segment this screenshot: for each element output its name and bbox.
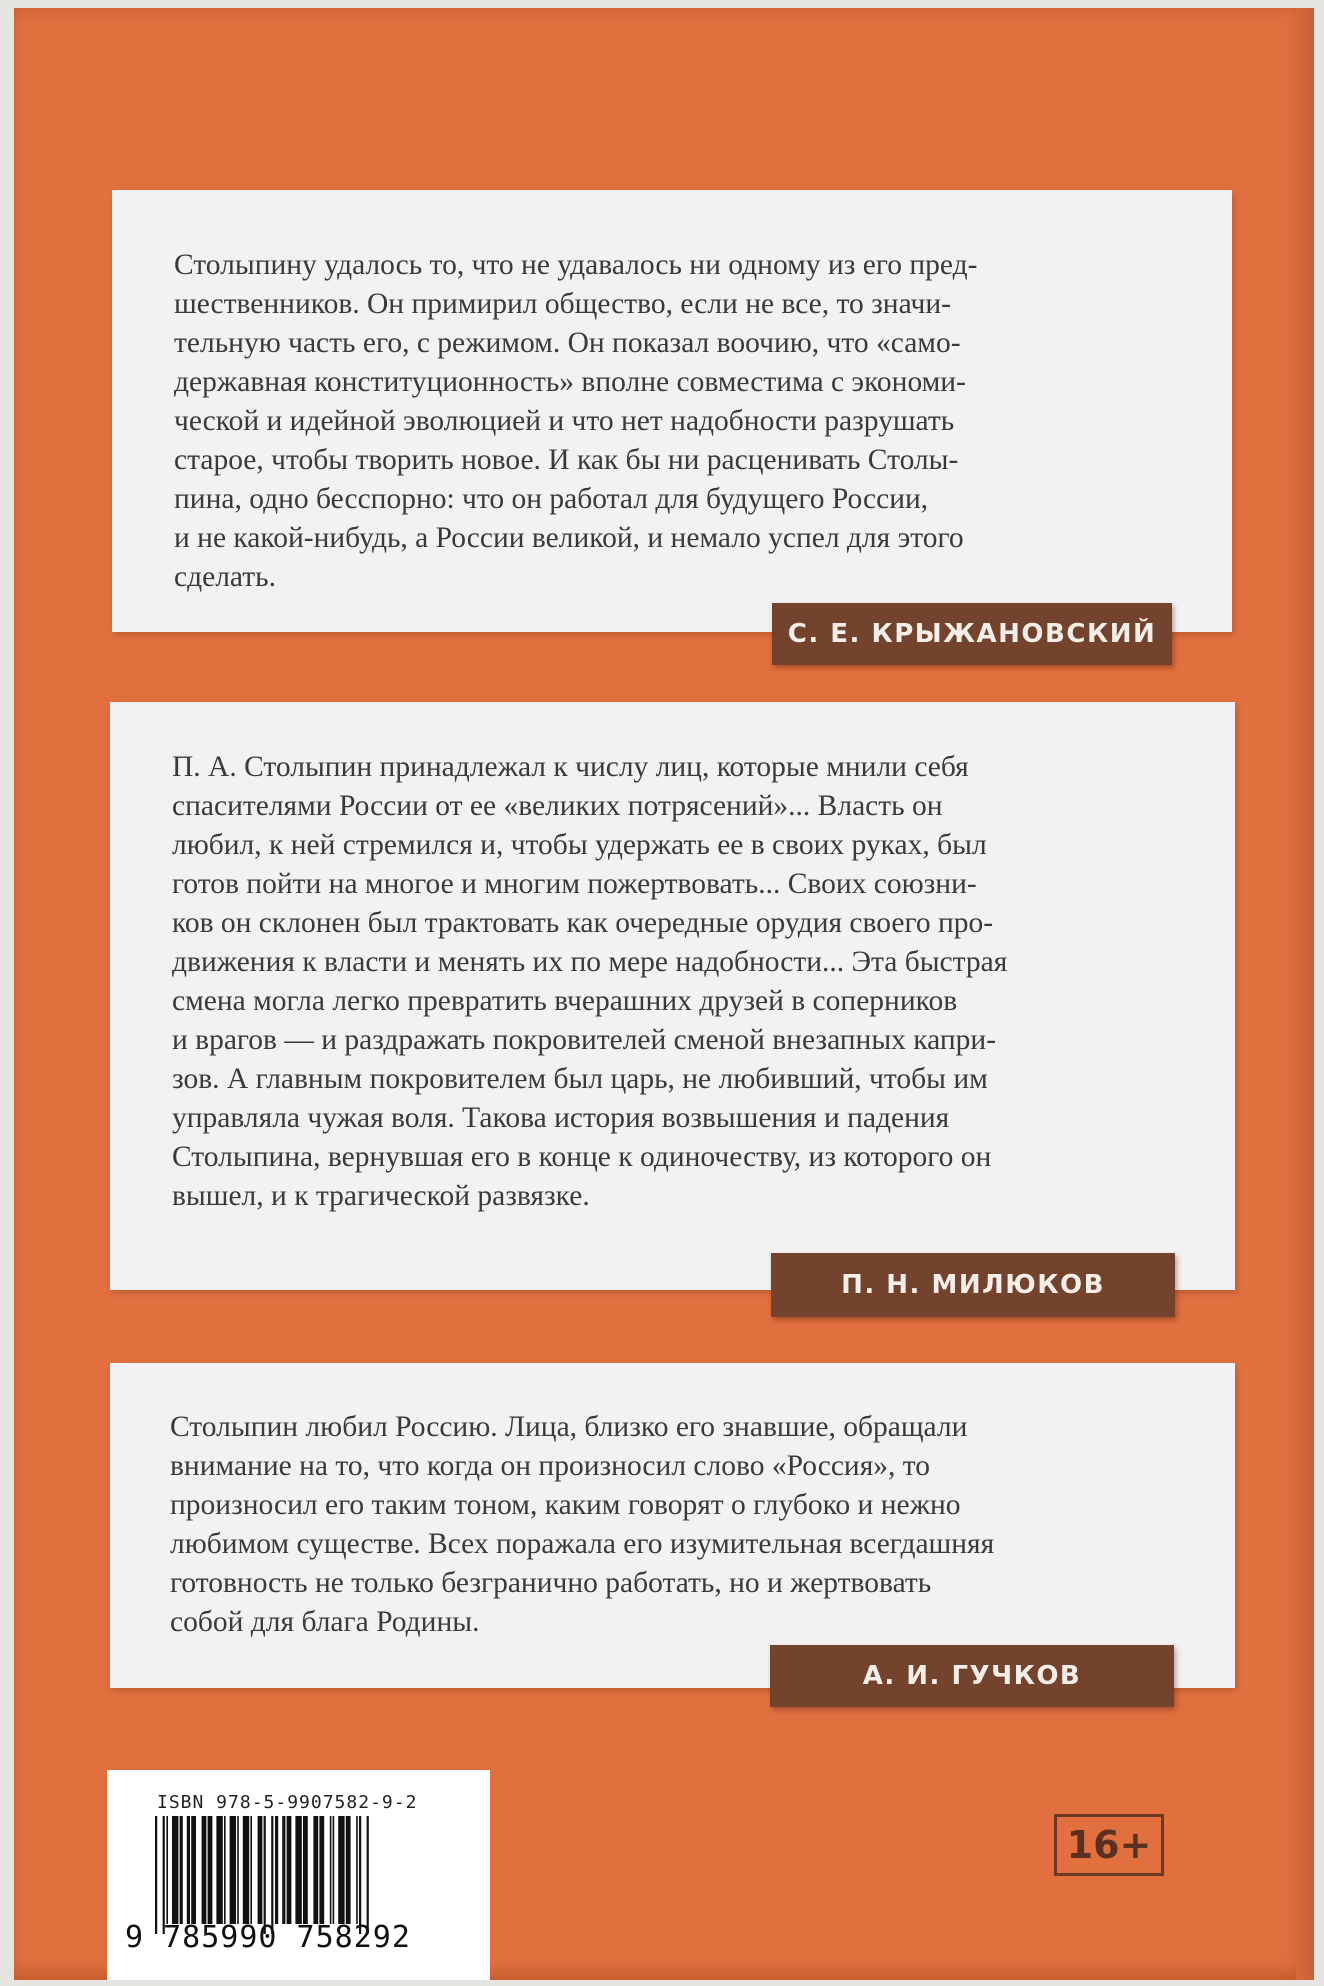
barcode-bar <box>187 1816 190 1924</box>
quote-line: державная конституционность» вполне совместима с экономи- <box>174 366 966 398</box>
quote-line: готов пойти на многое и многим пожертвовать... Своих союзни- <box>172 868 977 900</box>
barcode-bar <box>208 1816 213 1924</box>
isbn-barcode <box>107 1770 490 1980</box>
barcode-bar <box>202 1816 207 1924</box>
barcode-bar <box>319 1816 324 1924</box>
quote-line: и не какой-нибудь, а России великой, и немало успел для этого <box>174 522 964 554</box>
quote-line: Столыпина, вернувшая его в конце к одиночеству, из которого он <box>172 1141 992 1173</box>
barcode-bar <box>367 1816 369 1934</box>
barcode-bar <box>172 1816 178 1924</box>
barcode-bar <box>303 1816 308 1924</box>
quote-line: зов. А главным покровителем был царь, не любивший, чтобы им <box>172 1063 988 1095</box>
author-label-2: П. Н. МИЛЮКОВ <box>771 1253 1175 1317</box>
barcode-bar <box>166 1816 168 1924</box>
quote-line: Столыпину удалось то, что не удавалось ни одному из его пред- <box>174 249 978 281</box>
barcode-bar <box>180 1816 183 1924</box>
barcode-bar <box>230 1816 236 1924</box>
quote-line: управляла чужая воля. Такова история возвышения и падения <box>172 1102 950 1134</box>
isbn-label: ISBN 978-5-9907582-9-2 <box>157 1792 418 1813</box>
quote-line: Столыпин любил Россию. Лица, близко его знавшие, обращали <box>170 1411 968 1443</box>
age-rating-badge: 16+ <box>1054 1814 1164 1876</box>
quote-text-1 <box>174 246 1174 597</box>
quote-line: любил, к ней стремился и, чтобы удержать ее в своих руках, был <box>172 829 987 861</box>
barcode-bar <box>338 1816 344 1924</box>
barcode-bar <box>346 1816 351 1924</box>
barcode-bar <box>287 1816 292 1924</box>
quote-line: пина, одно бесспорно: что он работал для будущего России, <box>174 483 929 515</box>
barcode-bar <box>258 1816 263 1924</box>
quote-line: ческой и идейной эволюцией и что нет надобности разрушать <box>174 405 955 437</box>
barcode-bar <box>356 1816 358 1924</box>
quote-text-3 <box>170 1408 1175 1642</box>
barcode-bar <box>275 1816 278 1924</box>
quote-line: тельную часть его, с режимом. Он показал воочию, что «само- <box>174 327 961 359</box>
barcode-bar <box>271 1816 273 1934</box>
author-label-3: А. И. ГУЧКОВ <box>770 1645 1174 1707</box>
barcode-bar <box>333 1816 335 1924</box>
barcode-bar <box>264 1816 266 1934</box>
barcode-bar <box>295 1816 301 1924</box>
quote-line: сделать. <box>174 561 276 593</box>
barcode-bar <box>191 1816 196 1924</box>
quote-line: шественников. Он примирил общество, если не все, то значи- <box>174 288 951 320</box>
barcode-bar <box>359 1816 361 1934</box>
barcode-bar <box>237 1816 239 1924</box>
quote-line: старое, чтобы творить новое. И как бы ни расценивать Столы- <box>174 444 959 476</box>
quote-line: смена могла легко превратить вчерашних друзей в соперников <box>172 985 958 1017</box>
quote-line: спасителями России от ее «великих потрясений»... Власть он <box>172 790 943 822</box>
barcode-bar <box>243 1816 249 1924</box>
quote-line: движения к власти и менять их по мере надобности... Эта быстрая <box>172 946 1008 978</box>
barcode-bar <box>250 1816 252 1924</box>
barcode-bar <box>155 1816 157 1934</box>
quote-line: внимание на то, что когда он произносил слово «Россия», то <box>170 1450 931 1482</box>
quote-text-2 <box>172 748 1177 1216</box>
barcode-bar <box>330 1816 332 1924</box>
quote-line: любимом существе. Всех поражала его изумительная всегдашняя <box>170 1528 995 1560</box>
quote-line: ков он склонен был трактовать как очередные орудия своего про- <box>172 907 994 939</box>
barcode-bar <box>282 1816 285 1924</box>
barcode-bar <box>224 1816 226 1924</box>
quote-line: вышел, и к трагической развязке. <box>172 1180 590 1212</box>
quote-line: собой для блага Родины. <box>170 1606 480 1638</box>
author-label-1: С. Е. КРЫЖАНОВСКИЙ <box>772 603 1172 665</box>
quote-line: произносил его таким тоном, каким говорят о глубоко и нежно <box>170 1489 961 1521</box>
barcode-bar <box>216 1816 222 1924</box>
barcode-bar <box>313 1816 318 1924</box>
quote-line: П. А. Столыпин принадлежал к числу лиц, которые мнили себя <box>172 751 969 783</box>
barcode-bars <box>153 1816 433 1934</box>
ean-digits: 9 785990 758292 <box>125 1920 411 1955</box>
barcode-bar <box>163 1816 165 1934</box>
quote-line: и врагов — и раздражать покровителей сменой внезапных капри- <box>172 1024 997 1056</box>
cover-edge <box>1296 8 1314 1980</box>
quote-line: готовность не только безгранично работать, но и жертвовать <box>170 1567 932 1599</box>
